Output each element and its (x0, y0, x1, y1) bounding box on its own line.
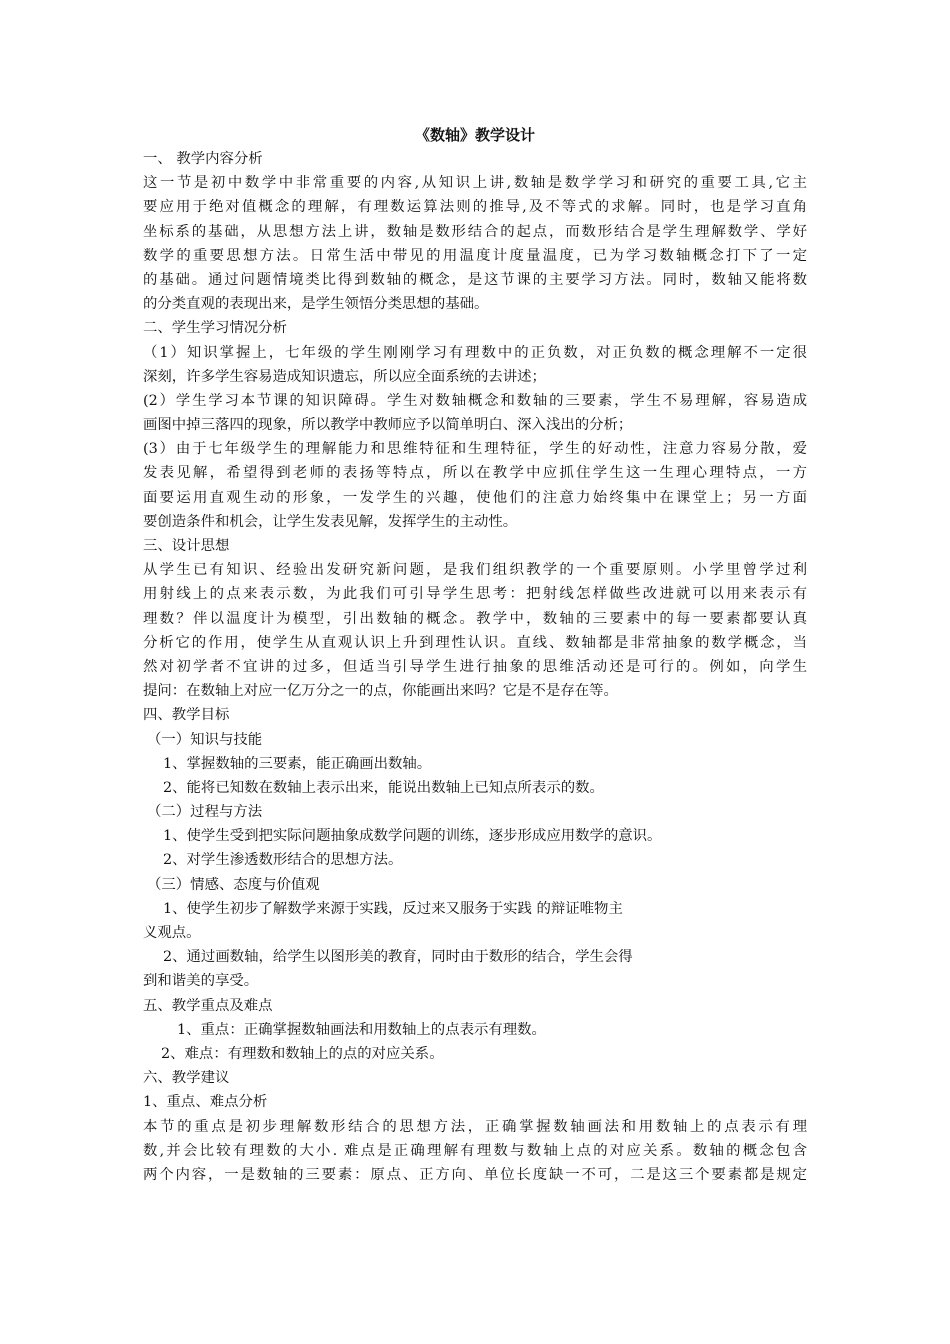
text-line: 本节的重点是初步理解数形结合的思想方法，正确掌握数轴画法和用数轴上的点表示有理 (143, 1118, 807, 1135)
text-line: 面要运用直观生动的形象，一发学生的兴趣，使他们的注意力始终集中在课堂上；另一方面 (143, 489, 807, 506)
text-line: 的基础。通过问题情境类比得到数轴的概念，是这节课的主要学习方法。同时，数轴又能将数 (143, 271, 807, 288)
text-line: 提问：在数轴上对应一亿万分之一的点，你能画出来吗？它是不是存在等。 (143, 683, 618, 700)
text-line: 分析它的作用，使学生从直观认识上升到理性认识。直线、数轴都是非常抽象的数学概念，当 (143, 634, 807, 651)
text-line: 2、难点：有理数和数轴上的点的对应关系。 (161, 1045, 444, 1062)
text-line: 1、使学生受到把实际问题抽象成数学问题的训练，逐步形成应用数学的意识。 (163, 828, 662, 845)
text-line: 2、能将已知数在数轴上表示出来，能说出数轴上已知点所表示的数。 (163, 779, 604, 796)
text-line: 1、重点、难点分析 (143, 1094, 268, 1111)
text-line: 深刻，许多学生容易造成知识遗忘，所以应全面系统的去讲述； (143, 368, 546, 385)
text-line: （一）知识与技能 (147, 731, 263, 748)
text-line: （三）情感、态度与价值观 (147, 876, 320, 893)
document-body (143, 147, 807, 1187)
text-line: 五、教学重点及难点 (143, 997, 273, 1014)
text-line: (2）学生学习本节课的知识障碍。学生对数轴概念和数轴的三要素，学生不易理解，容易造成 (143, 392, 807, 409)
text-line: 1、掌握数轴的三要素，能正确画出数轴。 (163, 755, 432, 772)
text-line: 这一节是初中数学中非常重要的内容,从知识上讲,数轴是数学学习和研究的重要工具,它主 (143, 175, 807, 192)
text-line: 发表见解，希望得到老师的表扬等特点，所以在教学中应抓住学生这一生理心理特点，一方 (143, 465, 807, 482)
text-line: （1）知识掌握上，七年级的学生刚刚学习有理数中的正负数，对正负数的概念理解不一定很 (143, 344, 807, 361)
text-line: 理数？伴以温度计为模型，引出数轴的概念。教学中，数轴的三要素中的每一要素都要认真 (143, 610, 807, 627)
text-line: 二、学生学习情况分析 (143, 320, 287, 337)
text-line: (3）由于七年级学生的理解能力和思维特征和生理特征，学生的好动性，注意力容易分散，爱 (143, 441, 807, 458)
text-line: 六、教学建议 (143, 1070, 230, 1087)
text-line: 到和谐美的享受。 (143, 973, 259, 990)
text-line: 用射线上的点来表示数，为此我们可引导学生思考：把射线怎样做些改进就可以用来表示有 (143, 586, 807, 603)
text-line: 三、设计思想 (143, 538, 230, 554)
text-line: （二）过程与方法 (147, 804, 263, 821)
text-line: 1、重点：正确掌握数轴画法和用数轴上的点表示有理数。 (177, 1021, 546, 1038)
text-line: 数,并会比较有理数的大小. 难点是正确理解有理数与数轴上点的对应关系。数轴的概念包含 (143, 1142, 807, 1159)
text-line: 2、通过画数轴，给学生以图形美的教育，同时由于数形的结合，学生会得 (163, 949, 633, 966)
text-line: 两个内容，一是数轴的三要素：原点、正方向、单位长度缺一不可，二是这三个要素都是规定 (143, 1166, 807, 1183)
document-page (143, 123, 807, 1187)
text-line: 要创造条件和机会，让学生发表见解，发挥学生的主动性。 (143, 513, 518, 530)
document-title: 《数轴》教学设计 (414, 126, 535, 144)
text-line: 从学生已有知识、经验出发研究新问题，是我们组织教学的一个重要原则。小学里曾学过利 (143, 562, 807, 579)
text-line: 1、使学生初步了解数学来源于实践，反过来又服务于实践 的辩证唯物主 (163, 900, 623, 917)
text-line: 要应用于绝对值概念的理解，有理数运算法则的推导,及不等式的求解。同时，也是学习直角 (143, 199, 807, 216)
text-line: 数学的重要思想方法。日常生活中带见的用温度计度量温度，已为学习数轴概念打下了一定 (143, 247, 807, 264)
text-line: 义观点。 (143, 925, 201, 941)
text-line: 一、 教学内容分析 (143, 151, 263, 167)
text-line: 2、对学生渗透数形结合的思想方法。 (163, 852, 403, 869)
text-line: 画图中掉三落四的现象，所以教学中教师应予以简单明白、深入浅出的分析； (143, 417, 633, 434)
text-line: 四、教学目标 (143, 707, 230, 724)
text-line: 的分类直观的表现出来，是学生领悟分类思想的基础。 (143, 296, 489, 313)
text-line: 然对初学者不宜讲的过多，但适当引导学生进行抽象的思维活动还是可行的。例如，向学生 (143, 658, 807, 675)
text-line: 坐标系的基础，从思想方法上讲，数轴是数形结合的起点，而数形结合是学生理解数学、学好 (143, 223, 807, 240)
